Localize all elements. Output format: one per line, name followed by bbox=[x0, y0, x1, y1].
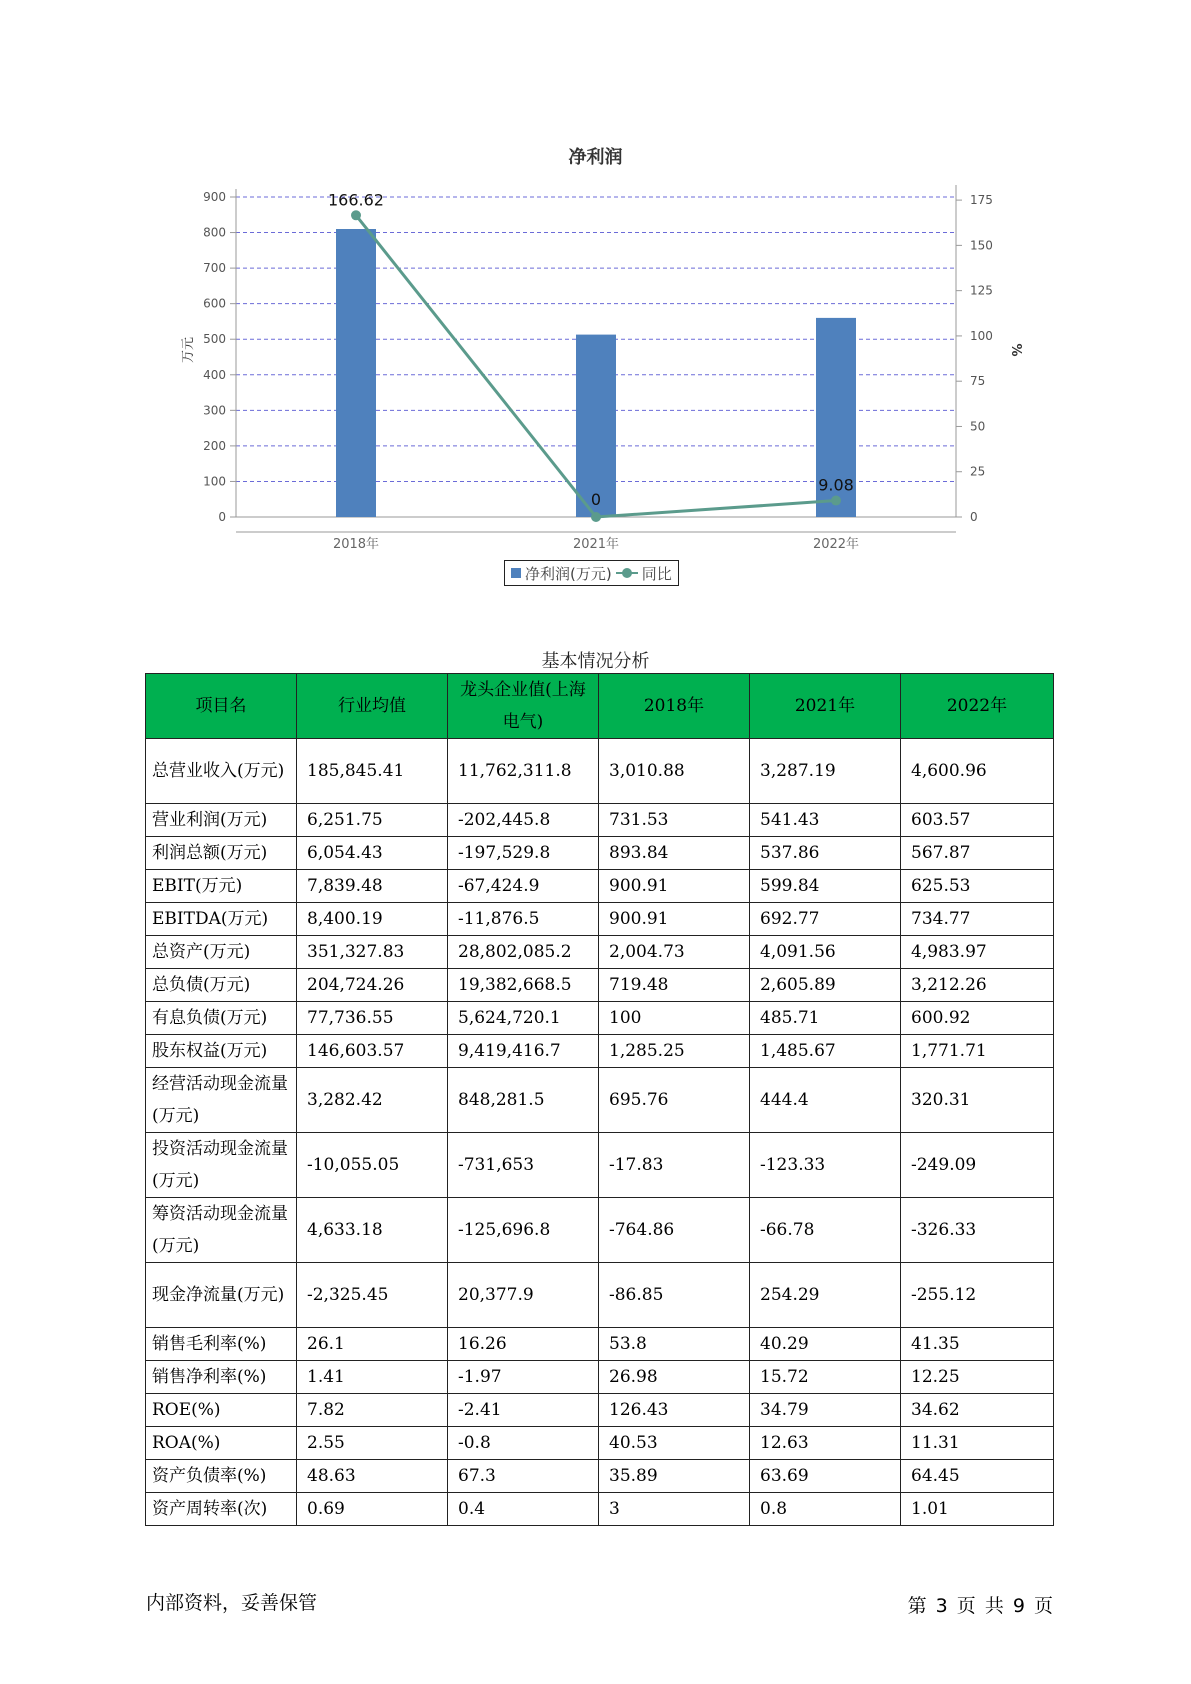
value-cell: 848,281.5 bbox=[448, 1068, 599, 1133]
left-tick-label: 0 bbox=[218, 510, 226, 524]
legend-bar-label: 净利润(万元) bbox=[525, 564, 612, 583]
row-label-cell: EBITDA(万元) bbox=[146, 903, 297, 936]
value-cell: -0.8 bbox=[448, 1427, 599, 1460]
value-cell: 53.8 bbox=[599, 1328, 750, 1361]
value-cell: 900.91 bbox=[599, 903, 750, 936]
value-cell: 7,839.48 bbox=[297, 870, 448, 903]
value-cell: -123.33 bbox=[750, 1133, 901, 1198]
value-cell: 320.31 bbox=[901, 1068, 1054, 1133]
table-row bbox=[146, 1133, 1054, 1198]
value-cell: 41.35 bbox=[901, 1328, 1054, 1361]
right-tick-label: 50 bbox=[970, 419, 986, 434]
value-cell: 15.72 bbox=[750, 1361, 901, 1394]
value-cell: 719.48 bbox=[599, 969, 750, 1002]
value-cell: 600.92 bbox=[901, 1002, 1054, 1035]
table-row bbox=[146, 1198, 1054, 1263]
yoy-point bbox=[591, 512, 601, 522]
table-row bbox=[146, 1068, 1054, 1133]
left-tick-label: 500 bbox=[203, 332, 226, 347]
value-cell: -2,325.45 bbox=[297, 1263, 448, 1328]
table-row bbox=[146, 1002, 1054, 1035]
value-cell: -731,653 bbox=[448, 1133, 599, 1198]
row-label-cell: 经营活动现金流量(万元) bbox=[146, 1068, 297, 1133]
value-cell: 35.89 bbox=[599, 1460, 750, 1493]
value-cell: 9,419,416.7 bbox=[448, 1035, 599, 1068]
footer-page-number: 第 3 页 共 9 页 bbox=[907, 1595, 1053, 1617]
value-cell: -255.12 bbox=[901, 1263, 1054, 1328]
value-cell: 48.63 bbox=[297, 1460, 448, 1493]
value-cell: 2,605.89 bbox=[750, 969, 901, 1002]
value-cell: 7.82 bbox=[297, 1394, 448, 1427]
right-axis-label: % bbox=[1008, 343, 1023, 357]
value-cell: 2.55 bbox=[297, 1427, 448, 1460]
value-cell: 444.4 bbox=[750, 1068, 901, 1133]
value-cell: 3,010.88 bbox=[599, 739, 750, 804]
x-tick-label: 2022年 bbox=[812, 537, 860, 552]
header-industry-avg: 行业均值 bbox=[297, 674, 448, 739]
value-cell: 351,327.83 bbox=[297, 936, 448, 969]
value-cell: -764.86 bbox=[599, 1198, 750, 1263]
legend-line-swatch bbox=[616, 568, 638, 578]
legend-bar-swatch bbox=[511, 568, 521, 578]
value-cell: 1,771.71 bbox=[901, 1035, 1054, 1068]
table-header-row bbox=[146, 674, 1054, 739]
value-cell: 100 bbox=[599, 1002, 750, 1035]
left-tick-label: 200 bbox=[203, 438, 226, 453]
data-label: 9.08 bbox=[818, 475, 854, 495]
value-cell: 3,282.42 bbox=[297, 1068, 448, 1133]
left-tick-label: 100 bbox=[203, 474, 226, 489]
value-cell: 11.31 bbox=[901, 1427, 1054, 1460]
value-cell: 34.62 bbox=[901, 1394, 1054, 1427]
value-cell: 4,600.96 bbox=[901, 739, 1054, 804]
value-cell: 40.53 bbox=[599, 1427, 750, 1460]
value-cell: 0.8 bbox=[750, 1493, 901, 1526]
value-cell: 3,287.19 bbox=[750, 739, 901, 804]
table-row bbox=[146, 1493, 1054, 1526]
row-label-cell: 总负债(万元) bbox=[146, 969, 297, 1002]
value-cell: 4,091.56 bbox=[750, 936, 901, 969]
bar bbox=[336, 229, 376, 517]
row-label-cell: ROA(%) bbox=[146, 1427, 297, 1460]
left-tick-label: 700 bbox=[203, 261, 226, 276]
value-cell: 204,724.26 bbox=[297, 969, 448, 1002]
value-cell: -1.97 bbox=[448, 1361, 599, 1394]
value-cell: -66.78 bbox=[750, 1198, 901, 1263]
value-cell: 0.69 bbox=[297, 1493, 448, 1526]
value-cell: 485.71 bbox=[750, 1002, 901, 1035]
header-item-name: 项目名 bbox=[146, 674, 297, 739]
value-cell: 185,845.41 bbox=[297, 739, 448, 804]
right-tick-label: 150 bbox=[970, 238, 993, 253]
left-tick-label: 400 bbox=[203, 367, 226, 382]
value-cell: 64.45 bbox=[901, 1460, 1054, 1493]
row-label-cell: 营业利润(万元) bbox=[146, 804, 297, 837]
data-label: 0 bbox=[590, 490, 602, 509]
table-row bbox=[146, 969, 1054, 1002]
table-row bbox=[146, 1460, 1054, 1493]
value-cell: 8,400.19 bbox=[297, 903, 448, 936]
table-row bbox=[146, 1328, 1054, 1361]
value-cell: -2.41 bbox=[448, 1394, 599, 1427]
left-tick-label: 600 bbox=[203, 296, 226, 311]
value-cell: 695.76 bbox=[599, 1068, 750, 1133]
value-cell: 900.91 bbox=[599, 870, 750, 903]
value-cell: 28,802,085.2 bbox=[448, 936, 599, 969]
row-label-cell: 总营业收入(万元) bbox=[146, 739, 297, 804]
value-cell: 0.4 bbox=[448, 1493, 599, 1526]
value-cell: 567.87 bbox=[901, 837, 1054, 870]
value-cell: 146,603.57 bbox=[297, 1035, 448, 1068]
value-cell: -197,529.8 bbox=[448, 837, 599, 870]
value-cell: -202,445.8 bbox=[448, 804, 599, 837]
footer-confidential-note: 内部资料，妥善保管 bbox=[146, 1592, 318, 1614]
net-profit-chart bbox=[0, 0, 1191, 560]
value-cell: 40.29 bbox=[750, 1328, 901, 1361]
value-cell: 4,983.97 bbox=[901, 936, 1054, 969]
value-cell: 603.57 bbox=[901, 804, 1054, 837]
row-label-cell: 销售毛利率(%) bbox=[146, 1328, 297, 1361]
left-tick-label: 300 bbox=[203, 403, 226, 418]
value-cell: 893.84 bbox=[599, 837, 750, 870]
value-cell: 731.53 bbox=[599, 804, 750, 837]
x-tick-label: 2021年 bbox=[572, 537, 620, 552]
value-cell: 3 bbox=[599, 1493, 750, 1526]
table-row bbox=[146, 739, 1054, 804]
row-label-cell: 利润总额(万元) bbox=[146, 837, 297, 870]
table-row bbox=[146, 936, 1054, 969]
row-label-cell: 销售净利率(%) bbox=[146, 1361, 297, 1394]
table-row bbox=[146, 870, 1054, 903]
row-label-cell: 资产负债率(%) bbox=[146, 1460, 297, 1493]
row-label-cell: 资产周转率(次) bbox=[146, 1493, 297, 1526]
value-cell: 692.77 bbox=[750, 903, 901, 936]
row-label-cell: ROE(%) bbox=[146, 1394, 297, 1427]
row-label-cell: 现金净流量(万元) bbox=[146, 1263, 297, 1328]
table-caption: 基本情况分析 bbox=[541, 651, 650, 672]
right-tick-label: 125 bbox=[970, 283, 993, 298]
header-leader-value: 龙头企业值(上海电气) bbox=[448, 674, 599, 739]
table-row bbox=[146, 1263, 1054, 1328]
value-cell: 1.01 bbox=[901, 1493, 1054, 1526]
row-label-cell: EBIT(万元) bbox=[146, 870, 297, 903]
yoy-point bbox=[351, 210, 361, 220]
value-cell: -326.33 bbox=[901, 1198, 1054, 1263]
header-2018: 2018年 bbox=[599, 674, 750, 739]
table-row bbox=[146, 1427, 1054, 1460]
value-cell: 34.79 bbox=[750, 1394, 901, 1427]
table-row bbox=[146, 837, 1054, 870]
value-cell: 541.43 bbox=[750, 804, 901, 837]
value-cell: 12.63 bbox=[750, 1427, 901, 1460]
value-cell: 4,633.18 bbox=[297, 1198, 448, 1263]
right-tick-label: 0 bbox=[970, 510, 978, 524]
value-cell: 12.25 bbox=[901, 1361, 1054, 1394]
value-cell: 16.26 bbox=[448, 1328, 599, 1361]
value-cell: -249.09 bbox=[901, 1133, 1054, 1198]
value-cell: 2,004.73 bbox=[599, 936, 750, 969]
table-row bbox=[146, 1035, 1054, 1068]
data-label: 166.62 bbox=[328, 190, 384, 210]
left-axis-label: 万元 bbox=[181, 336, 196, 364]
right-tick-label: 25 bbox=[970, 464, 986, 479]
row-label-cell: 股东权益(万元) bbox=[146, 1035, 297, 1068]
yoy-point bbox=[831, 496, 841, 506]
chart-legend bbox=[504, 560, 679, 586]
x-tick-label: 2018年 bbox=[332, 537, 380, 552]
value-cell: 1,485.67 bbox=[750, 1035, 901, 1068]
value-cell: 63.69 bbox=[750, 1460, 901, 1493]
value-cell: 254.29 bbox=[750, 1263, 901, 1328]
value-cell: 734.77 bbox=[901, 903, 1054, 936]
value-cell: 599.84 bbox=[750, 870, 901, 903]
right-tick-label: 175 bbox=[970, 193, 993, 208]
value-cell: 67.3 bbox=[448, 1460, 599, 1493]
chart-title: 净利润 bbox=[568, 147, 623, 168]
basic-analysis-table bbox=[145, 673, 1054, 1526]
value-cell: -10,055.05 bbox=[297, 1133, 448, 1198]
table-row bbox=[146, 804, 1054, 837]
left-tick-label: 800 bbox=[203, 225, 226, 240]
value-cell: 26.98 bbox=[599, 1361, 750, 1394]
header-2021: 2021年 bbox=[750, 674, 901, 739]
value-cell: 26.1 bbox=[297, 1328, 448, 1361]
row-label-cell: 投资活动现金流量(万元) bbox=[146, 1133, 297, 1198]
table-row bbox=[146, 1361, 1054, 1394]
value-cell: 625.53 bbox=[901, 870, 1054, 903]
left-tick-label: 900 bbox=[203, 190, 226, 204]
right-tick-label: 100 bbox=[970, 328, 993, 343]
header-2022: 2022年 bbox=[901, 674, 1054, 739]
value-cell: -17.83 bbox=[599, 1133, 750, 1198]
table-row bbox=[146, 1394, 1054, 1427]
row-label-cell: 筹资活动现金流量(万元) bbox=[146, 1198, 297, 1263]
value-cell: 1,285.25 bbox=[599, 1035, 750, 1068]
row-label-cell: 总资产(万元) bbox=[146, 936, 297, 969]
value-cell: -67,424.9 bbox=[448, 870, 599, 903]
value-cell: 6,054.43 bbox=[297, 837, 448, 870]
row-label-cell: 有息负债(万元) bbox=[146, 1002, 297, 1035]
value-cell: 19,382,668.5 bbox=[448, 969, 599, 1002]
value-cell: -86.85 bbox=[599, 1263, 750, 1328]
value-cell: -11,876.5 bbox=[448, 903, 599, 936]
value-cell: -125,696.8 bbox=[448, 1198, 599, 1263]
legend-line-label: 同比 bbox=[641, 564, 672, 583]
value-cell: 11,762,311.8 bbox=[448, 739, 599, 804]
value-cell: 537.86 bbox=[750, 837, 901, 870]
value-cell: 126.43 bbox=[599, 1394, 750, 1427]
value-cell: 1.41 bbox=[297, 1361, 448, 1394]
value-cell: 6,251.75 bbox=[297, 804, 448, 837]
value-cell: 5,624,720.1 bbox=[448, 1002, 599, 1035]
value-cell: 3,212.26 bbox=[901, 969, 1054, 1002]
table-row bbox=[146, 903, 1054, 936]
right-tick-label: 75 bbox=[970, 374, 986, 389]
value-cell: 77,736.55 bbox=[297, 1002, 448, 1035]
value-cell: 20,377.9 bbox=[448, 1263, 599, 1328]
